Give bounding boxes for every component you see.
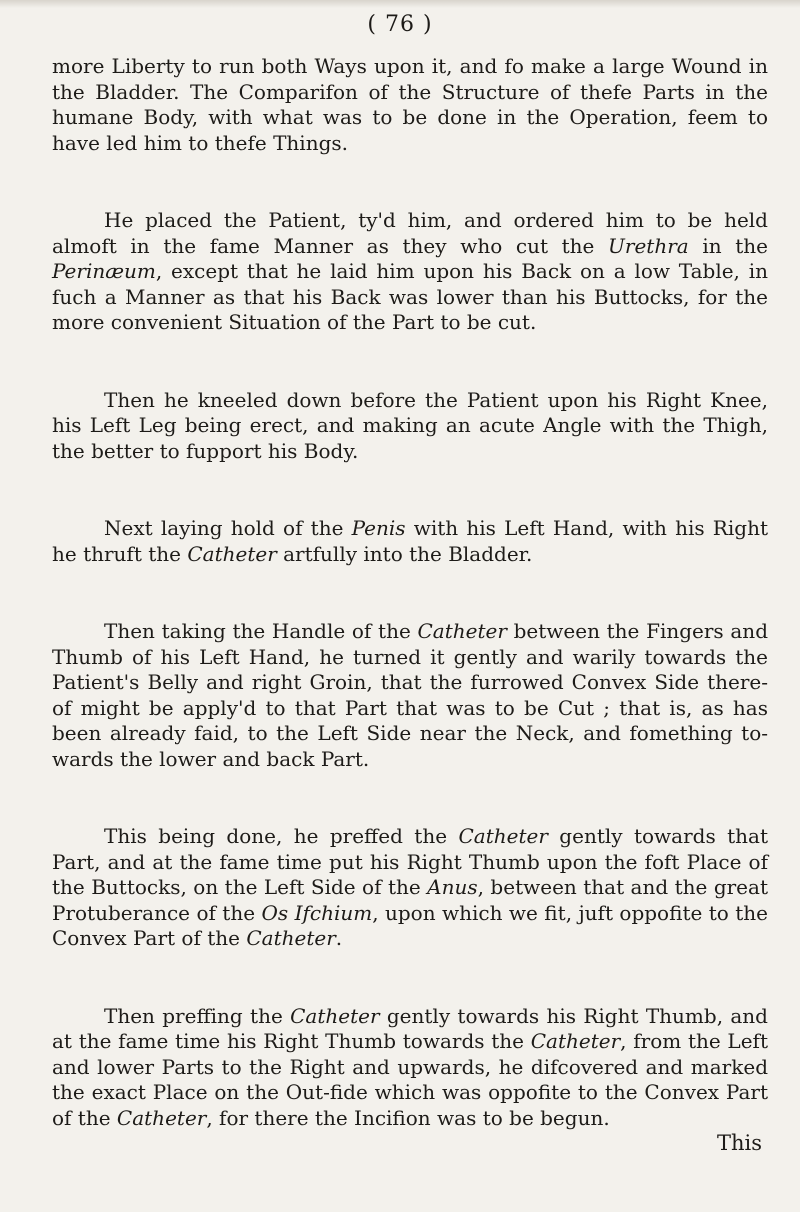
paragraph — [52, 619, 768, 772]
text-run: , from the Left and lower Parts to the Right and upwards, he difcovered and marked the exact Place on the Out-fide which was oppofite to the Convex Part of the — [52, 1029, 768, 1130]
paragraph — [52, 54, 768, 156]
text-run: , except that he laid him upon his Back on a low Table, in fuch a Manner as that his Back was lower than his Buttocks, for the more convenient Situation of the Part to be cut. — [52, 259, 768, 334]
text-run: He placed the Patient, ty'd him, and ordered him to be held almoft in the fame Manner as they who cut the — [52, 208, 768, 258]
italic-term: Anus — [427, 875, 478, 899]
italic-term: Catheter — [458, 824, 548, 848]
paragraph — [52, 1004, 768, 1132]
text-run: , between that and the great Protuberance of the — [52, 875, 768, 925]
text-run: artfully into the Bladder. — [276, 541, 533, 566]
text-run: gently towards that Part, and at the fame time put his Right Thumb upon the foft Place of the Buttocks, on the Left Side of the — [52, 824, 769, 899]
italic-term: Catheter — [246, 926, 336, 950]
paragraph — [52, 824, 768, 952]
paragraph — [52, 516, 768, 567]
italic-term: Catheter — [417, 619, 507, 643]
text-run: , upon which we fit, juft oppofite to the Convex Part of the — [52, 900, 768, 950]
text-run: more Liberty to run both Ways upon it, and fo make a large Wound in the Bladder. The Comparifon of the Structure of thefe Parts in the humane Body, with what was to be done in the Operation, feem to have led him to thefe Things. — [52, 54, 768, 155]
text-run: Then he kneeled down before the Patient upon his Right Knee, his Left Leg being erect, and making an acute Angle with the Thigh, the better to fupport his Body. — [52, 387, 768, 463]
text-run: This being done, he preffed the — [104, 824, 459, 848]
text-run: with his Left Hand, with his Right he thruft the — [52, 516, 768, 566]
italic-term: Perinæum — [52, 259, 156, 283]
italic-term: Urethra — [608, 233, 689, 258]
page-edge-shadow — [0, 0, 800, 8]
italic-term: Os Ifchium — [261, 900, 373, 925]
text-run: . — [335, 926, 343, 950]
catchword: This — [716, 1131, 762, 1155]
text-run: Then taking the Handle of the — [104, 619, 418, 643]
paragraph — [52, 388, 768, 465]
text-run: , for there the Incifion was to be begun. — [206, 1105, 610, 1130]
page-number: ( 76 ) — [367, 12, 433, 37]
body-text — [52, 54, 768, 1183]
text-run: gently towards his Right Thumb, and at the fame time his Right Thumb towards the — [52, 1003, 768, 1053]
italic-term: Catheter — [187, 541, 277, 566]
italic-term: Penis — [351, 516, 406, 540]
italic-term: Catheter — [116, 1105, 207, 1130]
paragraph — [52, 208, 768, 336]
text-run: Then preffing the — [104, 1003, 291, 1028]
italic-term: Catheter — [290, 1003, 380, 1028]
text-run: in the — [688, 233, 768, 258]
text-run: Next laying hold of the — [104, 516, 352, 540]
text-run: between the Fingers and Thumb of his Left Hand, he turned it gently and warily towards the Patient's Belly and right Groin, that the furrowed Convex Side there-of might be apply'd to that Part that was to be Cut ; that is, as has been already faid, to the Left Side near the Neck, and fomething to-wards the lower and back Part. — [52, 619, 768, 771]
italic-term: Catheter — [530, 1029, 621, 1053]
